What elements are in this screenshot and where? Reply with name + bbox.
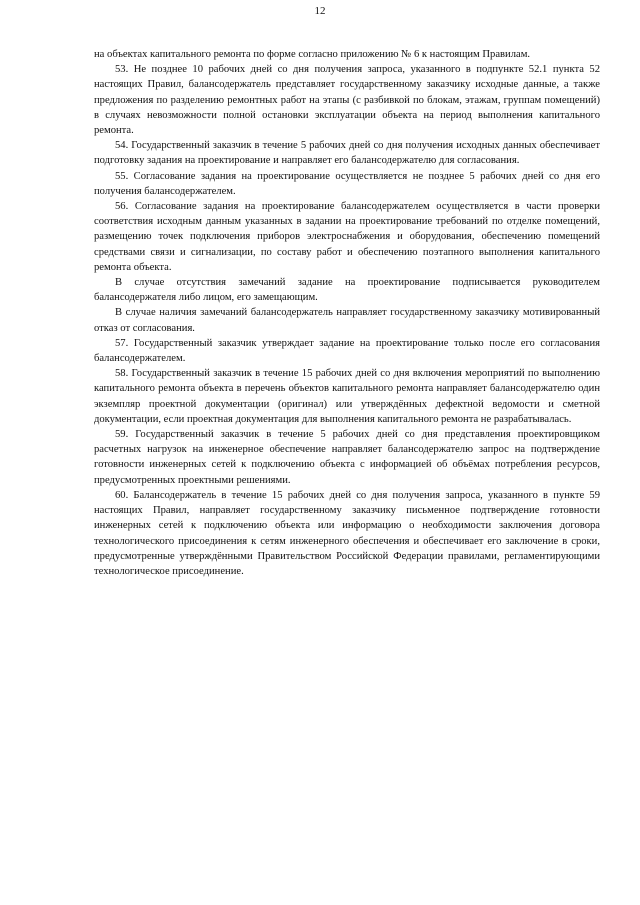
paragraph-54: 54. Государственный заказчик в течение 5 рабочих дней со дня получения исходных данных обеспечивает подготовку задания на проектирование и направляет его балансодержателю для согласования. xyxy=(94,140,600,167)
paragraph-57: 57. Государственный заказчик утверждает задание на проектирование только после его согласования балансодержателем. xyxy=(94,337,600,365)
paragraph-56-with-remarks: В случае наличия замечаний балансодержатель направляет государственному заказчику мотивированный отказ от согласования. xyxy=(94,307,600,334)
paragraph-53: 53. Не позднее 10 рабочих дней со дня получения запроса, указанного в подпункте 52.1 пункта 52 настоящих Правил, балансодержатель представляет государственному заказчику исходные данные, а также предложения по разделению ремонтных работ на этапы (с разбивкой по блокам, этажам, группам помещений) в случаях невозможности полной остановки эксплуатации объекта на период выполнения капитального ремонта. xyxy=(94,64,600,137)
paragraph-continuation: на объектах капитального ремонта по форме согласно приложению № 6 к настоящим Правилам. xyxy=(94,49,531,60)
paragraph-56-no-remarks: В случае отсутствия замечаний задание на проектирование подписывается руководителем балансодержателя либо лицом, его замещающим. xyxy=(94,277,600,304)
paragraph-56: 56. Согласование задания на проектирование балансодержателем осуществляется в части проверки соответствия исходным данным указанных в задании на проектирование требований по отделке помещений, размещению точек подключения приборов электроснабжения и оборудования, обеспечению помещений средствами связи и сигнализации, по составу работ и обеспечению поэтапного выполнения капитального ремонта объекта. xyxy=(94,201,600,273)
paragraph-59: 59. Государственный заказчик в течение 5 рабочих дней со дня представления проектировщиком расчетных нагрузок на инженерное обеспечение направляет балансодержателю запрос на подтверждение готовности инженерных сетей к подключению объекта с информацией об объёмах потребления ресурсов, предусмотренных проектными решениями. xyxy=(94,429,600,486)
document-body xyxy=(94,47,600,579)
paragraph-60: 60. Балансодержатель в течение 15 рабочих дней со дня получения запроса, указанного в пункте 59 настоящих Правил, направляет государственному заказчику письменное подтверждение готовности инженерных сетей к подключению объекта или информацию о необходимости заключения договора технологического присоединения к сетям инженерного обеспечения и обеспечивает его заключение в сроки, предусмотренные утверждёнными Правительством Российской Федерации правилами, регламентирующими технологическое присоединение. xyxy=(94,489,600,577)
paragraph-58: 58. Государственный заказчик в течение 15 рабочих дней со дня включения мероприятий по выполнению капитального ремонта объекта в перечень объектов капитального ремонта направляет балансодержателю один экземпляр проектной документации (оригинал) или утверждённых дефектной ведомости и сметной документации, если проектная документация для выполнения капитального ремонта не разрабатывалась. xyxy=(94,368,600,425)
page-number: 12 xyxy=(314,5,326,17)
paragraph-55: 55. Согласование задания на проектирование осуществляется не позднее 5 рабочих дней со дня его получения балансодержателем. xyxy=(94,170,600,197)
